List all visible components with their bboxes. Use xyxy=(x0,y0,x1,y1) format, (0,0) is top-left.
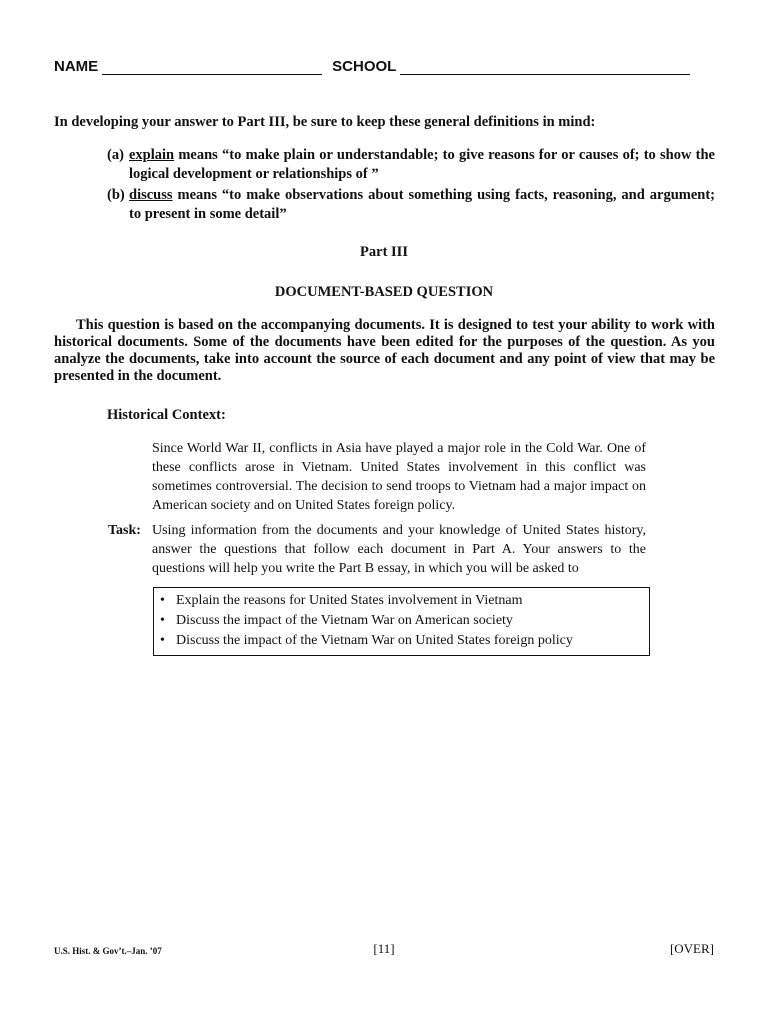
bullet-text: Explain the reasons for United States involvement in Vietnam xyxy=(176,593,523,608)
section-title: DOCUMENT-BASED QUESTION xyxy=(274,284,494,300)
list-item xyxy=(160,591,649,611)
definition-text: means “to make plain or understandable; to give reasons for or causes of; to show the logical development or relationships of ” xyxy=(129,147,715,182)
list-item xyxy=(160,631,649,651)
bullet-icon: • xyxy=(160,593,165,608)
task-label: Task: xyxy=(108,523,141,538)
name-blank-line[interactable] xyxy=(102,60,322,75)
task-bullets-box xyxy=(153,587,650,656)
bullet-icon: • xyxy=(160,613,165,628)
task-text: Using information from the documents and your knowledge of United States history, answer the questions that follow each document in Part A. Your answers to the questions will help you write the Part B essay, in which you will be asked to xyxy=(152,523,646,576)
list-item xyxy=(160,611,649,631)
name-school-row xyxy=(54,58,714,75)
definition-term: explain xyxy=(129,147,175,163)
part-title: Part III xyxy=(360,244,408,260)
definition-item xyxy=(107,186,715,224)
definition-letter: (b) xyxy=(107,187,125,203)
definition-item xyxy=(107,146,715,184)
school-label: SCHOOL xyxy=(332,58,397,75)
school-blank-line[interactable] xyxy=(400,60,690,75)
definition-letter: (a) xyxy=(107,147,124,163)
definition-text: means “to make observations about something using facts, reasoning, and argument; to present in some detail” xyxy=(129,187,715,222)
definitions-intro: In developing your answer to Part III, be sure to keep these general definitions in mind: xyxy=(54,114,596,130)
historical-context-label: Historical Context: xyxy=(107,407,226,423)
definition-body xyxy=(129,186,715,224)
bullet-text: Discuss the impact of the Vietnam War on American society xyxy=(176,613,513,628)
definition-term: discuss xyxy=(129,187,173,203)
bullet-icon: • xyxy=(160,633,165,648)
page-number: [11] xyxy=(373,941,395,956)
definitions-list xyxy=(107,146,715,226)
bullet-text: Discuss the impact of the Vietnam War on United States foreign policy xyxy=(176,633,573,648)
lead-paragraph: This question is based on the accompanying documents. It is designed to test your ability to work with historical documents. Some of the documents have been edited for the purposes of the question. As you analyze the documents, take into account the source of each document and any point of view that may be presented in the document. xyxy=(54,317,715,384)
over-indicator: [OVER] xyxy=(669,941,714,956)
historical-context-text: Since World War II, conflicts in Asia have played a major role in the Cold War. One of these conflicts arose in Vietnam. United States involvement in this conflict was sometimes controversial. The decision to send troops to Vietnam had a major impact on American society and on United States foreign policy. xyxy=(152,441,646,513)
definition-body xyxy=(129,146,715,184)
task-block xyxy=(108,521,646,578)
footer-exam-id: U.S. Hist. & Gov’t.–Jan. ’07 xyxy=(54,946,162,956)
name-label: NAME xyxy=(54,58,99,75)
